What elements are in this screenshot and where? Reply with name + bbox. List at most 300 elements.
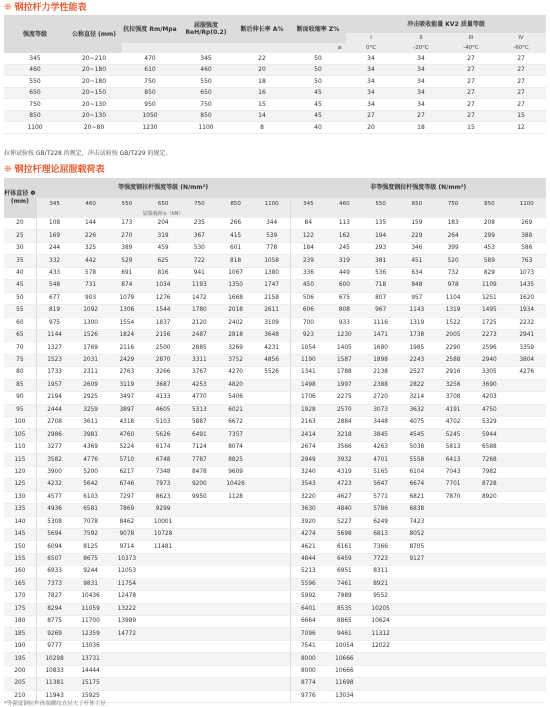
load-cell <box>217 528 253 540</box>
load-cell: 1985 <box>399 342 435 354</box>
load-cell: 1769 <box>72 342 108 354</box>
load-cell <box>435 566 471 578</box>
load-cell: 8074 <box>217 441 253 453</box>
load-cell: 5944 <box>471 429 507 441</box>
grade-i: I <box>346 33 396 43</box>
load-cell: 1327 <box>36 342 72 354</box>
load-cell: 9776 <box>290 690 326 702</box>
load-cell: 6838 <box>399 504 435 516</box>
load-cell <box>435 591 471 603</box>
load-cell: 634 <box>399 267 435 279</box>
table-row <box>4 454 546 466</box>
diameter-cell: 35 <box>4 255 36 267</box>
mechanical-properties-table <box>4 15 546 134</box>
load-cell: 204 <box>145 218 181 230</box>
load-cell: 8052 <box>399 528 435 540</box>
load-cell <box>109 653 145 665</box>
load-cell: 1193 <box>181 280 217 292</box>
load-cell: 978 <box>435 280 471 292</box>
load-cell <box>217 678 253 690</box>
load-cell <box>181 541 217 553</box>
load-cell: 144 <box>72 218 108 230</box>
table-cell: 18 <box>396 122 446 134</box>
load-cell: 6249 <box>363 516 399 528</box>
load-cell <box>181 566 217 578</box>
load-cell: 8825 <box>217 454 253 466</box>
grade-header: 850 <box>471 198 507 209</box>
load-cell: 5694 <box>36 528 72 540</box>
load-cell <box>508 441 547 453</box>
load-cell <box>471 690 507 702</box>
load-cell: 10054 <box>326 640 362 652</box>
temp-40: -40°C <box>446 43 496 53</box>
table-cell: 22 <box>234 53 290 64</box>
load-cell <box>508 653 547 665</box>
load-cell: 9269 <box>36 628 72 640</box>
load-cell: 1680 <box>363 342 399 354</box>
load-cell <box>508 628 547 640</box>
table-row <box>4 665 546 677</box>
table-cell: 20~210 <box>66 53 122 64</box>
load-cell: 10205 <box>363 603 399 615</box>
load-cell <box>254 640 290 652</box>
load-cell: 4263 <box>363 441 399 453</box>
load-cell: 4191 <box>435 404 471 416</box>
load-cell <box>254 603 290 615</box>
temp-0: 0°C <box>346 43 396 53</box>
table-cell: 27 <box>446 99 496 111</box>
load-cell <box>181 616 217 628</box>
table-row <box>4 541 546 553</box>
table-row <box>4 504 546 516</box>
load-cell: 1824 <box>109 329 145 341</box>
load-cell: 606 <box>290 305 326 317</box>
load-cell: 11059 <box>72 603 108 615</box>
table-row <box>4 479 546 491</box>
load-cell: 8675 <box>72 553 108 565</box>
grade-header: 1100 <box>508 198 547 209</box>
load-cell: 3543 <box>290 479 326 491</box>
load-cell: 8705 <box>399 541 435 553</box>
table-row <box>4 329 546 341</box>
load-cell <box>181 591 217 603</box>
header-grade: 强度等级 <box>4 15 66 53</box>
load-cell: 2158 <box>254 292 290 304</box>
load-cell: 336 <box>290 267 326 279</box>
load-cell: 5596 <box>290 578 326 590</box>
load-cell <box>435 678 471 690</box>
table-cell: 20~180 <box>66 64 122 76</box>
load-cell: 7297 <box>109 491 145 503</box>
table-row <box>4 367 546 379</box>
load-cell: 4203 <box>471 392 507 404</box>
load-cell: 1058 <box>254 255 290 267</box>
table-cell: 15 <box>234 99 290 111</box>
diameter-cell: 60 <box>4 317 36 329</box>
diameter-cell: 185 <box>4 628 36 640</box>
diameter-cell: 145 <box>4 528 36 540</box>
table-cell: 34 <box>346 64 396 76</box>
load-cell: 269 <box>508 218 547 230</box>
load-cell <box>471 640 507 652</box>
load-cell: 2414 <box>290 429 326 441</box>
grade-header: 345 <box>290 198 326 209</box>
load-cell <box>254 653 290 665</box>
load-cell: 4318 <box>109 417 145 429</box>
load-cell: 2273 <box>471 329 507 341</box>
load-cell: 1788 <box>326 367 362 379</box>
load-cell: 2818 <box>217 329 253 341</box>
load-cell: 1143 <box>399 305 435 317</box>
load-cell: 2156 <box>145 329 181 341</box>
load-cell: 2596 <box>471 342 507 354</box>
table-row <box>4 292 546 304</box>
load-cell: 5710 <box>109 454 145 466</box>
load-cell <box>508 690 547 702</box>
header-tensile: 抗拉强度 Rm/Mpa <box>122 15 178 43</box>
load-cell: 5313 <box>181 404 217 416</box>
load-cell <box>254 528 290 540</box>
load-cell: 1733 <box>36 367 72 379</box>
table-row <box>4 99 546 111</box>
load-cell: 5771 <box>363 491 399 503</box>
load-cell <box>435 640 471 652</box>
load-cell: 7373 <box>36 578 72 590</box>
load-cell: 9777 <box>36 640 72 652</box>
load-cell: 2941 <box>508 329 547 341</box>
table-row <box>4 53 546 64</box>
load-cell <box>508 417 547 429</box>
diameter-cell: 55 <box>4 305 36 317</box>
load-cell: 344 <box>254 218 290 230</box>
diameter-cell: 65 <box>4 329 36 341</box>
header-unequal-strength: 非等强度钢拉杆强度等级 (N/mm²) <box>290 178 546 198</box>
load-cell: 1054 <box>290 342 326 354</box>
load-cell: 319 <box>326 255 362 267</box>
load-cell <box>181 578 217 590</box>
load-cell: 122 <box>290 230 326 242</box>
load-cell: 1104 <box>435 292 471 304</box>
load-cell: 8478 <box>181 466 217 478</box>
table-row <box>4 653 546 665</box>
load-cell: 11381 <box>36 678 72 690</box>
section1-title: ❊ 钢拉杆力学性能表 <box>4 3 87 13</box>
load-cell: 169 <box>36 230 72 242</box>
load-cell <box>217 628 253 640</box>
table-row <box>4 566 546 578</box>
load-cell <box>217 640 253 652</box>
diameter-cell: 40 <box>4 267 36 279</box>
load-cell: 5558 <box>399 454 435 466</box>
load-cell: 3632 <box>399 404 435 416</box>
load-cell: 1738 <box>399 329 435 341</box>
load-cell: 194 <box>363 230 399 242</box>
diameter-cell: 80 <box>4 367 36 379</box>
load-cell: 2885 <box>181 342 217 354</box>
load-cell: 7787 <box>181 454 217 466</box>
grade-header: 460 <box>326 198 362 209</box>
load-cell: 226 <box>72 230 108 242</box>
load-cell: 1587 <box>326 354 362 366</box>
load-cell: 625 <box>145 255 181 267</box>
load-cell <box>254 690 290 702</box>
load-cell: 6672 <box>217 417 253 429</box>
table-row <box>4 628 546 640</box>
load-cell: 8921 <box>363 578 399 590</box>
load-cell: 10001 <box>145 516 181 528</box>
load-cell: 6161 <box>326 541 362 553</box>
load-cell: 381 <box>363 255 399 267</box>
load-cell <box>508 466 547 478</box>
load-cell: 3708 <box>435 392 471 404</box>
load-cell <box>254 479 290 491</box>
load-cell <box>181 603 217 615</box>
load-cell: 6933 <box>36 566 72 578</box>
load-cell: 1471 <box>363 329 399 341</box>
load-cell <box>471 653 507 665</box>
load-cell: 578 <box>72 267 108 279</box>
table-cell: 20~150 <box>66 87 122 99</box>
table-row <box>4 218 546 230</box>
load-cell: 7541 <box>290 640 326 652</box>
load-cell: 731 <box>72 280 108 292</box>
grade-header: 550 <box>363 198 399 209</box>
load-cell: 8623 <box>145 491 181 503</box>
load-cell: 229 <box>399 230 435 242</box>
table-cell: 27 <box>446 87 496 99</box>
table-cell: 650 <box>178 87 234 99</box>
table-cell: 850 <box>122 87 178 99</box>
star-icon: ❊ <box>4 165 12 175</box>
grade-header: 650 <box>399 198 435 209</box>
load-cell <box>508 678 547 690</box>
load-cell: 415 <box>217 230 253 242</box>
load-cell <box>471 566 507 578</box>
yield-load-table <box>4 178 546 703</box>
load-cell: 4276 <box>508 367 547 379</box>
load-cell: 2570 <box>326 404 362 416</box>
load-cell: 14444 <box>72 665 108 677</box>
load-cell <box>399 591 435 603</box>
load-cell: 325 <box>72 242 108 254</box>
load-cell <box>435 616 471 628</box>
load-cell: 5647 <box>363 479 399 491</box>
table-cell: 15 <box>496 110 546 122</box>
load-cell: 1957 <box>36 379 72 391</box>
load-cell: 1837 <box>145 317 181 329</box>
load-cell: 4232 <box>36 479 72 491</box>
load-cell: 3119 <box>109 379 145 391</box>
load-cell: 244 <box>36 242 72 254</box>
load-cell <box>508 665 547 677</box>
table-cell: 20 <box>234 64 290 76</box>
load-cell: 3687 <box>145 379 181 391</box>
diameter-cell: 135 <box>4 504 36 516</box>
load-cell: 4844 <box>290 553 326 565</box>
header-reduction: 断面收缩率 Z% <box>290 15 346 43</box>
load-cell: 933 <box>326 317 362 329</box>
load-cell <box>399 603 435 615</box>
load-cell <box>471 603 507 615</box>
load-cell <box>145 603 181 615</box>
header-diameter: 公称直径 (mm) <box>66 15 122 53</box>
grade-header: 460 <box>72 198 108 209</box>
load-cell <box>435 653 471 665</box>
diameter-cell: 140 <box>4 516 36 528</box>
temp-60: -60°C <box>496 43 546 53</box>
load-cell: 4133 <box>145 392 181 404</box>
load-cell: 586 <box>508 242 547 254</box>
load-cell <box>435 628 471 640</box>
table-cell: 50 <box>290 76 346 88</box>
load-cell: 2018 <box>217 305 253 317</box>
load-cell: 2500 <box>145 342 181 354</box>
load-cell <box>145 640 181 652</box>
table-cell: 50 <box>290 53 346 64</box>
load-cell: 8920 <box>471 491 507 503</box>
load-cell: 4820 <box>217 379 253 391</box>
load-cell: 9950 <box>181 491 217 503</box>
load-cell: 2870 <box>145 354 181 366</box>
load-cell: 1495 <box>471 305 507 317</box>
load-cell <box>254 665 290 677</box>
load-cell <box>254 504 290 516</box>
table-row <box>4 342 546 354</box>
load-cell: 4253 <box>181 379 217 391</box>
load-cell: 4545 <box>399 429 435 441</box>
load-cell: 8865 <box>326 616 362 628</box>
load-cell <box>363 678 399 690</box>
table-cell: 460 <box>4 64 66 76</box>
load-cell: 2232 <box>508 317 547 329</box>
load-cell: 389 <box>109 242 145 254</box>
load-cell: 3611 <box>72 417 108 429</box>
load-cell: 1706 <box>290 392 326 404</box>
diameter-cell: 170 <box>4 591 36 603</box>
load-cell: 9127 <box>399 553 435 565</box>
load-cell: 5213 <box>290 566 326 578</box>
diameter-cell: 190 <box>4 640 36 652</box>
load-cell: 2916 <box>435 367 471 379</box>
load-cell <box>399 665 435 677</box>
grade-header: 850 <box>217 198 253 209</box>
star-icon: ❊ <box>4 3 12 13</box>
table-cell: 34 <box>396 53 446 64</box>
load-cell: 1380 <box>254 267 290 279</box>
load-cell: 239 <box>290 255 326 267</box>
load-cell <box>254 429 290 441</box>
load-cell: 5038 <box>399 441 435 453</box>
load-cell: 5308 <box>36 516 72 528</box>
load-cell <box>471 541 507 553</box>
load-cell <box>399 678 435 690</box>
load-cell: 84 <box>290 218 326 230</box>
load-cell: 2986 <box>36 429 72 441</box>
load-cell <box>399 640 435 652</box>
table-row <box>4 255 546 267</box>
load-cell: 6103 <box>72 491 108 503</box>
diameter-cell: 160 <box>4 566 36 578</box>
load-cell <box>508 528 547 540</box>
diameter-cell: 210 <box>4 690 36 702</box>
table-cell: 950 <box>122 99 178 111</box>
load-cell <box>254 553 290 565</box>
load-cell: 9609 <box>217 466 253 478</box>
load-cell: 12478 <box>109 591 145 603</box>
diameter-cell: 205 <box>4 678 36 690</box>
table-row <box>4 417 546 429</box>
table-cell: 27 <box>446 53 496 64</box>
load-cell <box>471 516 507 528</box>
table-row <box>4 230 546 242</box>
load-cell: 14772 <box>109 628 145 640</box>
yield-load-body <box>4 218 546 703</box>
grade-header: 750 <box>435 198 471 209</box>
load-cell <box>145 578 181 590</box>
load-cell: 4577 <box>36 491 72 503</box>
load-cell: 10426 <box>217 479 253 491</box>
load-cell: 923 <box>290 329 326 341</box>
load-cell: 7869 <box>109 504 145 516</box>
load-cell: 589 <box>471 255 507 267</box>
grade-iii: III <box>446 33 496 43</box>
load-cell: 433 <box>36 267 72 279</box>
unit-label-a: 屈服载荷≥（kN） <box>36 209 290 218</box>
diameter-cell: 165 <box>4 578 36 590</box>
load-cell: 3900 <box>36 466 72 478</box>
load-cell: 3648 <box>254 329 290 341</box>
table-cell: 1100 <box>178 122 234 134</box>
table-row <box>4 122 546 134</box>
table-row <box>4 441 546 453</box>
table-cell: 14 <box>234 110 290 122</box>
load-cell <box>508 591 547 603</box>
load-cell <box>508 541 547 553</box>
load-cell: 5245 <box>435 429 471 441</box>
load-cell: 1668 <box>217 292 253 304</box>
load-cell <box>109 640 145 652</box>
load-cell: 388 <box>508 230 547 242</box>
load-cell: 3269 <box>217 342 253 354</box>
diameter-cell: 90 <box>4 392 36 404</box>
table-cell: 34 <box>346 53 396 64</box>
load-cell: 700 <box>290 317 326 329</box>
load-cell: 7989 <box>326 591 362 603</box>
load-cell: 7366 <box>363 541 399 553</box>
table-cell: 34 <box>396 76 446 88</box>
load-cell: 2275 <box>326 392 362 404</box>
table-cell: 27 <box>446 76 496 88</box>
load-cell: 4075 <box>399 417 435 429</box>
load-cell: 9244 <box>72 566 108 578</box>
load-cell: 1073 <box>508 267 547 279</box>
load-cell <box>254 379 290 391</box>
load-cell: 6507 <box>36 553 72 565</box>
load-cell: 3582 <box>36 454 72 466</box>
load-cell <box>145 678 181 690</box>
header-rod-diameter: 杆体直径 Φ (mm) <box>4 178 36 218</box>
load-cell <box>254 616 290 628</box>
load-cell: 299 <box>471 230 507 242</box>
load-cell: 7357 <box>217 429 253 441</box>
load-cell <box>254 566 290 578</box>
load-cell <box>471 616 507 628</box>
load-cell <box>435 578 471 590</box>
load-cell: 4750 <box>471 404 507 416</box>
table-row <box>4 305 546 317</box>
load-cell <box>181 653 217 665</box>
load-cell: 691 <box>109 267 145 279</box>
